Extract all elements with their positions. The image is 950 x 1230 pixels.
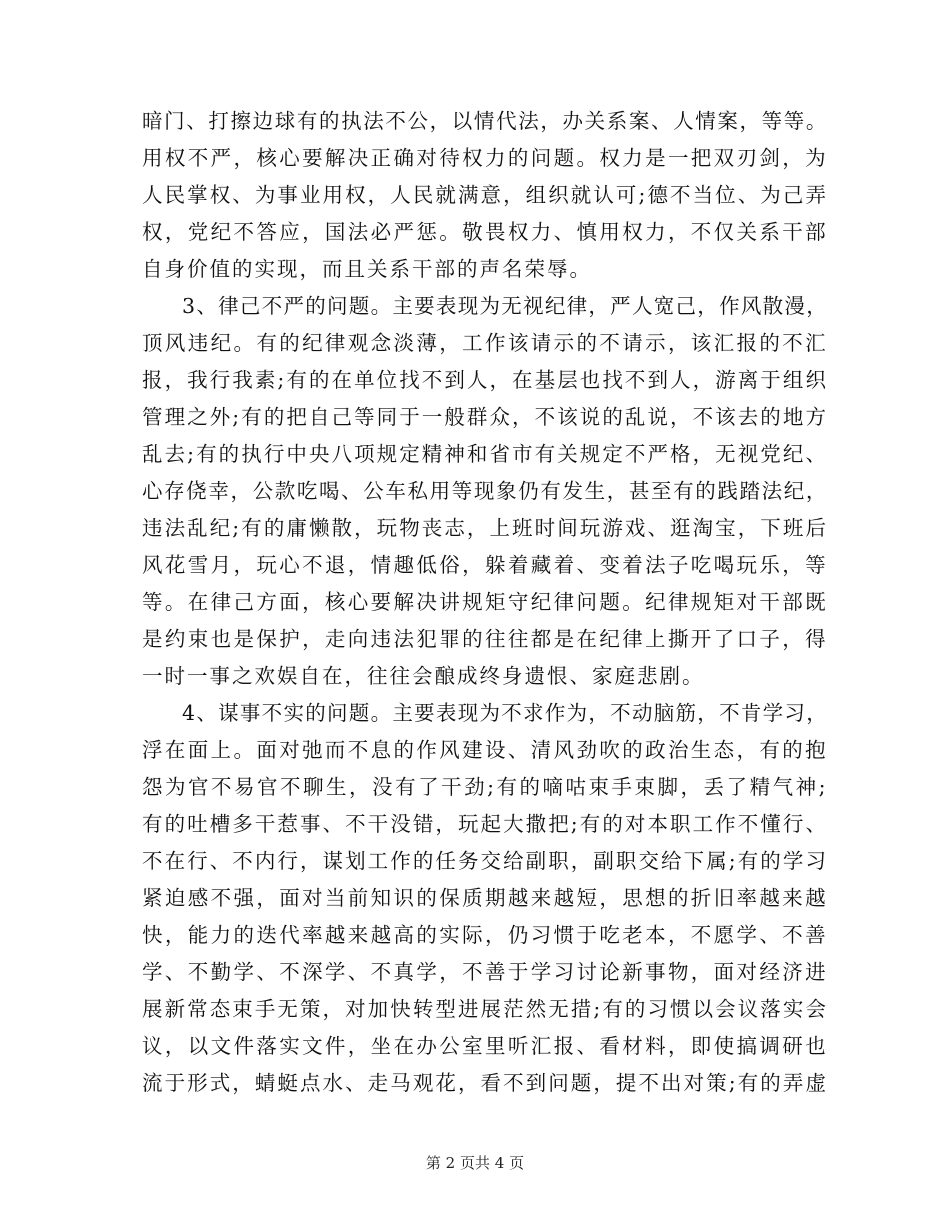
text-line: 是约束也是保护，走向违法犯罪的往往都是在纪律上撕开了口子，得: [142, 627, 829, 651]
text-line: 学、不勤学、不深学、不真学，不善于学习讨论新事物，面对经济进: [142, 960, 829, 984]
text-line: 展新常态束手无策，对加快转型进展茫然无措;有的习惯以会议落实会: [142, 997, 829, 1021]
text-line: 议，以文件落实文件，坐在办公室里听汇报、看材料，即使搞调研也: [142, 1034, 829, 1058]
text-line: 顶风违纪。有的纪律观念淡薄，工作该请示的不请示，该汇报的不汇: [142, 331, 829, 355]
text-line: 快，能力的迭代率越来越高的实际，仍习惯于吃老本，不愿学、不善: [142, 923, 829, 947]
text-line: 违法乱纪;有的庸懒散，玩物丧志，上班时间玩游戏、逛淘宝，下班后: [142, 516, 829, 540]
paragraph-start-line: 3、律己不严的问题。主要表现为无视纪律，严人宽己，作风散漫，: [182, 294, 829, 318]
text-line: 乱去;有的执行中央八项规定精神和省市有关规定不严格，无视党纪、: [142, 442, 829, 466]
paragraph-start-line: 4、谋事不实的问题。主要表现为不求作为，不动脑筋，不肯学习，: [182, 701, 829, 725]
page-number-footer: 第 2 页共 4 页: [425, 1154, 525, 1172]
text-line: 报，我行我素;有的在单位找不到人，在基层也找不到人，游离于组织: [142, 368, 829, 392]
text-line: 怨为官不易官不聊生，没有了干劲;有的嘀咕束手束脚，丢了精气神;: [142, 775, 828, 799]
text-line: 心存侥幸，公款吃喝、公车私用等现象仍有发生，甚至有的践踏法纪，: [142, 479, 828, 503]
text-line: 用权不严，核心要解决正确对待权力的问题。权力是一把双刃剑，为: [142, 146, 829, 170]
text-line: 不在行、不内行，谋划工作的任务交给副职，副职交给下属;有的学习: [142, 849, 829, 873]
text-line: 紧迫感不强，面对当前知识的保质期越来越短，思想的折旧率越来越: [142, 886, 829, 910]
text-line: 自身价值的实现，而且关系干部的声名荣辱。: [142, 257, 592, 281]
text-line: 管理之外;有的把自己等同于一般群众，不该说的乱说，不该去的地方: [142, 405, 829, 429]
text-line: 权，党纪不答应，国法必严惩。敬畏权力、慎用权力，不仅关系干部: [142, 220, 829, 244]
text-line: 人民掌权、为事业用权，人民就满意，组织就认可;德不当位、为己弄: [142, 183, 829, 207]
text-line: 流于形式，蜻蜓点水、走马观花，看不到问题，提不出对策;有的弄虚: [142, 1071, 829, 1095]
text-line: 风花雪月，玩心不退，情趣低俗，躲着藏着、变着法子吃喝玩乐，等: [142, 553, 829, 577]
text-line: 有的吐槽多干惹事、不干没错，玩起大撒把;有的对本职工作不懂行、: [142, 812, 829, 836]
text-line: 浮在面上。面对弛而不息的作风建设、清风劲吹的政治生态，有的抱: [142, 738, 829, 762]
text-line: 一时一事之欢娱自在，往往会酿成终身遗恨、家庭悲剧。: [142, 664, 705, 688]
text-line: 等。在律己方面，核心要解决讲规矩守纪律问题。纪律规矩对干部既: [142, 590, 829, 614]
text-line: 暗门、打擦边球有的执法不公，以情代法，办关系案、人情案，等等。: [142, 109, 828, 133]
